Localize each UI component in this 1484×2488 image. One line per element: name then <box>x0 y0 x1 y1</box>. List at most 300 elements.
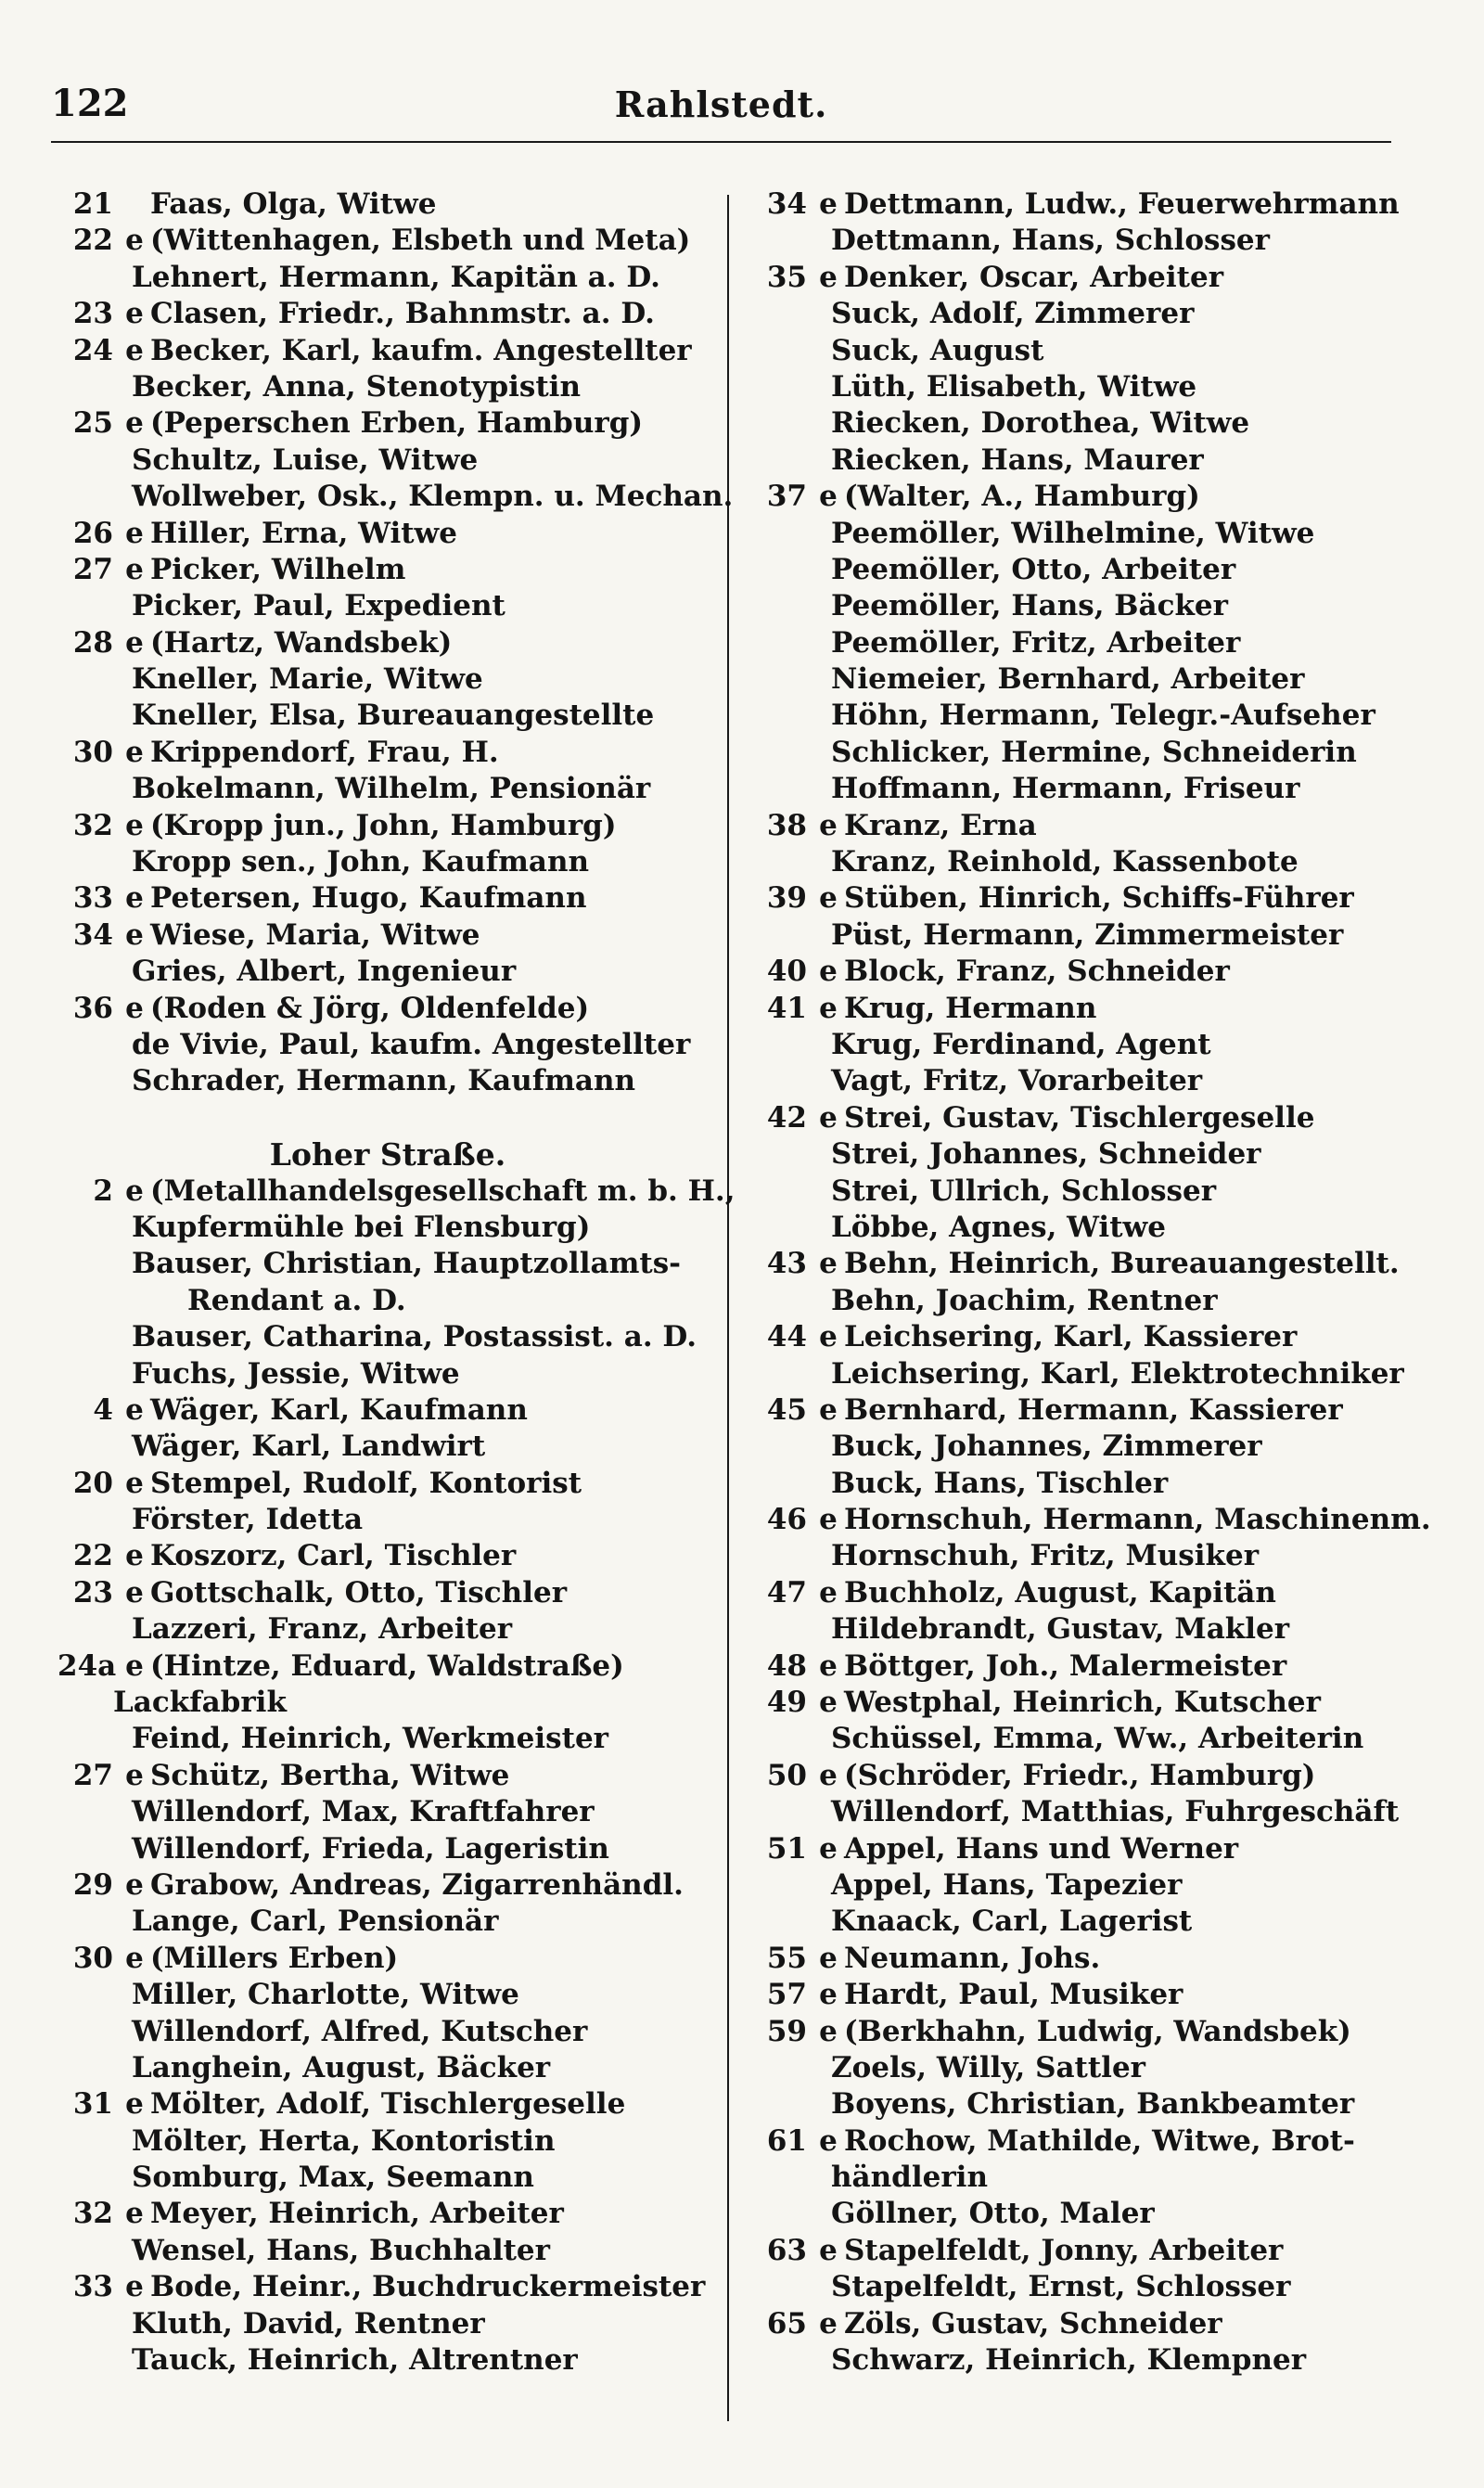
entry-text: Koszorz, Carl, Tischler <box>150 1539 517 1573</box>
house-entry <box>759 1977 1456 2013</box>
entry-text: Wollweber, Osk., Klempn. u. Mechan. <box>132 480 734 514</box>
house-entry <box>759 2306 1456 2342</box>
resident-line <box>759 771 1456 807</box>
entry-text: Wiese, Maria, Witwe <box>150 917 480 952</box>
owner-mark: e <box>125 1539 144 1573</box>
resident-line <box>759 1027 1456 1063</box>
house-entry <box>58 625 718 661</box>
entry-text: Krippendorf, Frau, H. <box>150 735 499 769</box>
house-entry <box>759 1831 1456 1867</box>
page-number: 122 <box>51 82 129 125</box>
owner-mark: e <box>125 917 144 952</box>
entry-text: Stempel, Rudolf, Kontorist <box>150 1466 582 1500</box>
house-number: 47 <box>766 1575 807 1610</box>
owner-mark: e <box>819 480 838 514</box>
owner-mark: e <box>125 297 144 331</box>
entry-text: Bernhard, Hermann, Kassierer <box>844 1392 1343 1427</box>
entry-text: Mölter, Herta, Kontoristin <box>132 2123 556 2158</box>
resident-line <box>58 698 718 734</box>
house-number: 29 <box>72 1867 113 1902</box>
entry-text: Gottschalk, Otto, Tischler <box>150 1575 568 1610</box>
owner-mark: e <box>125 224 144 258</box>
entry-text: Lüth, Elisabeth, Witwe <box>831 369 1197 404</box>
house-entry <box>759 808 1456 844</box>
entry-text: Somburg, Max, Seemann <box>132 2161 534 2195</box>
resident-line <box>58 1794 718 1830</box>
resident-line <box>759 405 1456 442</box>
house-number: 21 <box>72 187 113 221</box>
entry-text: Buchholz, August, Kapitän <box>844 1575 1276 1610</box>
owner-mark: e <box>819 2014 838 2048</box>
house-entry <box>759 186 1456 223</box>
entry-text: Kropp sen., John, Kaufmann <box>132 845 590 879</box>
resident-line <box>759 625 1456 661</box>
resident-line <box>759 2086 1456 2122</box>
entry-text: Krug, Ferdinand, Agent <box>831 1027 1211 1061</box>
resident-line <box>58 1283 718 1319</box>
entry-text: Schultz, Luise, Witwe <box>132 442 479 477</box>
house-number: 30 <box>72 1941 113 1975</box>
house-entry <box>759 1648 1456 1685</box>
resident-line <box>58 2306 718 2342</box>
entry-text: Miller, Charlotte, Witwe <box>132 1978 519 2012</box>
house-number: 65 <box>766 2306 807 2341</box>
resident-line <box>58 1831 718 1867</box>
house-number: 38 <box>766 808 807 842</box>
resident-line <box>759 2342 1456 2379</box>
house-entry <box>58 405 718 442</box>
house-entry <box>58 2269 718 2305</box>
entry-text: Tauck, Heinrich, Altrentner <box>132 2343 578 2378</box>
resident-line <box>58 771 718 807</box>
resident-line <box>759 1063 1456 1099</box>
house-number: 51 <box>766 1831 807 1866</box>
right-column <box>759 186 1456 2379</box>
house-entry <box>58 1758 718 1794</box>
entry-text: Hiller, Erna, Witwe <box>150 516 457 550</box>
house-entry <box>58 333 718 369</box>
entry-text: Niemeier, Bernhard, Arbeiter <box>831 662 1305 697</box>
house-number: 57 <box>766 1978 807 2012</box>
house-number: 34 <box>72 917 113 952</box>
house-entry <box>759 991 1456 1027</box>
house-number: 23 <box>72 1575 113 1610</box>
house-number: 24a <box>58 1648 117 1683</box>
resident-line <box>58 661 718 698</box>
owner-mark: e <box>819 1648 838 1683</box>
house-entry <box>58 186 718 223</box>
entry-text: Clasen, Friedr., Bahnmstr. a. D. <box>150 297 655 331</box>
entry-text: Westphal, Heinrich, Kutscher <box>844 1686 1321 1720</box>
entry-text: Feind, Heinrich, Werkmeister <box>132 1722 608 1756</box>
resident-line <box>58 1063 718 1099</box>
house-number: 27 <box>72 552 113 586</box>
owner-mark: e <box>125 625 144 660</box>
house-entry <box>759 954 1456 990</box>
owner-mark: e <box>125 881 144 916</box>
house-number: 32 <box>72 808 113 842</box>
entry-text: Schütz, Bertha, Witwe <box>150 1758 510 1792</box>
spacer <box>58 1100 718 1136</box>
entry-text: Appel, Hans und Werner <box>844 1831 1239 1866</box>
page-header <box>51 82 1391 143</box>
house-number: 42 <box>766 1100 807 1135</box>
resident-line <box>759 1721 1456 1757</box>
owner-mark: e <box>125 735 144 769</box>
house-entry <box>58 552 718 588</box>
entry-text: Neumann, Johs. <box>844 1941 1101 1975</box>
house-entry <box>58 1538 718 1574</box>
entry-text: Dettmann, Hans, Schlosser <box>831 224 1270 258</box>
owner-mark: e <box>125 1941 144 1975</box>
owner-mark: e <box>125 1392 144 1427</box>
entry-text: Picker, Paul, Expedient <box>132 589 505 623</box>
house-entry <box>759 1319 1456 1355</box>
entry-text: (Hintze, Eduard, Waldstraße) <box>150 1648 624 1683</box>
entry-text: Appel, Hans, Tapezier <box>831 1867 1183 1902</box>
entry-text: Gries, Albert, Ingenieur <box>132 955 517 989</box>
owner-mark: e <box>819 1247 838 1281</box>
entry-text: Kupfermühle bei Flensburg) <box>132 1210 591 1244</box>
entry-text: Böttger, Joh., Malermeister <box>844 1648 1287 1683</box>
house-entry <box>759 2014 1456 2050</box>
entry-text: Kranz, Reinhold, Kassenbote <box>831 845 1298 879</box>
entry-text: Willendorf, Alfred, Kutscher <box>132 2014 588 2048</box>
entry-text: Wensel, Hans, Buchhalter <box>132 2233 550 2267</box>
entry-text: Hornschuh, Hermann, Maschinenm. <box>844 1503 1431 1537</box>
resident-line <box>58 2014 718 2050</box>
entry-text: händlerin <box>831 2161 988 2195</box>
house-entry <box>58 735 718 771</box>
owner-mark: e <box>819 1575 838 1610</box>
owner-mark: e <box>125 552 144 586</box>
resident-line <box>759 661 1456 698</box>
house-entry <box>759 1758 1456 1794</box>
house-number: 24 <box>72 333 113 367</box>
entry-text: Stapelfeldt, Ernst, Schlosser <box>831 2270 1291 2304</box>
house-number: 32 <box>72 2197 113 2231</box>
entry-text: Strei, Johannes, Schneider <box>831 1137 1261 1172</box>
owner-mark: e <box>819 1758 838 1792</box>
house-entry <box>58 1867 718 1904</box>
owner-mark: e <box>819 1320 838 1354</box>
entry-text: Kneller, Elsa, Bureauangestellte <box>132 699 655 733</box>
house-entry <box>58 991 718 1027</box>
entry-text: Bauser, Catharina, Postassist. a. D. <box>132 1320 697 1354</box>
resident-line <box>759 588 1456 624</box>
resident-line <box>759 1466 1456 1502</box>
house-entry <box>759 880 1456 917</box>
entry-text: (Metallhandelsgesellschaft m. b. H., <box>150 1173 736 1208</box>
house-number: 26 <box>72 516 113 550</box>
entry-text: Förster, Idetta <box>132 1503 364 1537</box>
entry-text: Willendorf, Matthias, Fuhrgeschäft <box>831 1795 1400 1829</box>
entry-text: Leichsering, Karl, Kassierer <box>844 1320 1298 1354</box>
house-number: 34 <box>766 187 807 221</box>
entry-text: Kluth, David, Rentner <box>132 2306 485 2341</box>
entry-text: Lazzeri, Franz, Arbeiter <box>132 1612 513 1647</box>
house-entry <box>58 2196 718 2232</box>
entry-text: Behn, Joachim, Rentner <box>831 1283 1218 1317</box>
owner-mark: e <box>125 1867 144 1902</box>
resident-line <box>759 2050 1456 2086</box>
entry-text: Hardt, Paul, Musiker <box>844 1978 1183 2012</box>
resident-line <box>58 954 718 990</box>
house-number: 22 <box>72 1539 113 1573</box>
resident-line <box>58 1685 718 1721</box>
resident-line <box>58 1356 718 1392</box>
owner-mark: e <box>819 1978 838 2012</box>
left-column <box>58 186 736 2379</box>
resident-line <box>58 2123 718 2160</box>
entry-text: Faas, Olga, Witwe <box>150 187 437 221</box>
resident-line <box>58 2050 718 2086</box>
page-title: Rahlstedt. <box>614 83 828 125</box>
entry-text: Peemöller, Wilhelmine, Witwe <box>831 516 1315 550</box>
resident-line <box>759 1867 1456 1904</box>
entry-text: Hoffmann, Hermann, Friseur <box>831 772 1300 806</box>
entry-text: Bauser, Christian, Hauptzollamts- <box>132 1247 682 1281</box>
entry-text: Lange, Carl, Pensionär <box>132 1904 499 1939</box>
entry-text: Göllner, Otto, Maler <box>831 2197 1155 2231</box>
owner-mark: e <box>125 1466 144 1500</box>
resident-line <box>759 735 1456 771</box>
entry-text: Becker, Anna, Stenotypistin <box>132 369 581 404</box>
house-entry <box>759 1685 1456 1721</box>
owner-mark: e <box>819 1941 838 1975</box>
resident-line <box>58 2160 718 2196</box>
resident-line <box>759 516 1456 552</box>
house-entry <box>759 1392 1456 1429</box>
house-number: 31 <box>72 2087 113 2122</box>
resident-line <box>759 442 1456 479</box>
entry-text: Lehnert, Hermann, Kapitän a. D. <box>132 260 660 294</box>
entry-text: Zöls, Gustav, Schneider <box>844 2306 1222 2341</box>
house-number: 45 <box>766 1392 807 1427</box>
owner-mark: e <box>819 187 838 221</box>
entry-text: Boyens, Christian, Bankbeamter <box>831 2087 1355 2122</box>
resident-line <box>759 296 1456 332</box>
resident-line <box>759 1136 1456 1173</box>
entry-text: Rendant a. D. <box>187 1283 406 1317</box>
house-entry <box>58 880 718 917</box>
entry-text: Riecken, Hans, Maurer <box>831 442 1204 477</box>
entry-text: Knaack, Carl, Lagerist <box>831 1904 1193 1939</box>
entry-text: Höhn, Hermann, Telegr.-Aufseher <box>831 699 1375 733</box>
entry-text: Dettmann, Ludw., Feuerwehrmann <box>844 187 1400 221</box>
house-number: 28 <box>72 625 113 660</box>
owner-mark: e <box>819 808 838 842</box>
entry-text: Löbbe, Agnes, Witwe <box>831 1210 1166 1244</box>
owner-mark: e <box>125 1758 144 1792</box>
house-number: 30 <box>72 735 113 769</box>
entry-text: Wäger, Karl, Kaufmann <box>150 1392 528 1427</box>
house-entry <box>58 516 718 552</box>
resident-line <box>58 1721 718 1757</box>
resident-line <box>58 1611 718 1648</box>
entry-text: Riecken, Dorothea, Witwe <box>831 406 1250 441</box>
house-number: 50 <box>766 1758 807 1792</box>
house-number: 46 <box>766 1503 807 1537</box>
house-number: 39 <box>766 881 807 916</box>
house-entry <box>759 1941 1456 1977</box>
resident-line <box>759 844 1456 880</box>
owner-mark: e <box>819 1686 838 1720</box>
house-entry <box>759 2123 1456 2160</box>
house-entry <box>58 296 718 332</box>
house-entry <box>759 1100 1456 1136</box>
house-number: 33 <box>72 881 113 916</box>
house-number: 25 <box>72 406 113 441</box>
entry-text: Püst, Hermann, Zimmermeister <box>831 917 1344 952</box>
house-entry <box>58 917 718 954</box>
owner-mark: e <box>125 2087 144 2122</box>
resident-line <box>58 1319 718 1355</box>
owner-mark: e <box>819 1100 838 1135</box>
resident-line <box>58 588 718 624</box>
house-entry <box>58 1648 718 1685</box>
house-number: 27 <box>72 1758 113 1792</box>
entry-text: (Wittenhagen, Elsbeth und Meta) <box>150 224 691 258</box>
house-number: 4 <box>93 1392 113 1427</box>
resident-line <box>759 1611 1456 1648</box>
entry-text: Schwarz, Heinrich, Klempner <box>831 2343 1307 2378</box>
resident-line <box>759 2196 1456 2232</box>
resident-line <box>58 260 718 296</box>
entry-text: Schrader, Hermann, Kaufmann <box>132 1064 636 1098</box>
house-number: 36 <box>72 991 113 1025</box>
entry-text: (Millers Erben) <box>150 1941 399 1975</box>
owner-mark: e <box>125 1575 144 1610</box>
entry-text: Picker, Wilhelm <box>150 552 406 586</box>
house-number: 40 <box>766 955 807 989</box>
entry-text: Wäger, Karl, Landwirt <box>132 1430 486 1464</box>
resident-line <box>759 1173 1456 1210</box>
entry-text: Grabow, Andreas, Zigarrenhändl. <box>150 1867 684 1902</box>
house-entry <box>58 2086 718 2122</box>
resident-line <box>759 223 1456 259</box>
entry-text: Schlicker, Hermine, Schneiderin <box>831 735 1357 769</box>
owner-mark: e <box>819 260 838 294</box>
entry-text: (Peperschen Erben, Hamburg) <box>150 406 644 441</box>
resident-line <box>58 1246 718 1282</box>
house-entry <box>58 1941 718 1977</box>
resident-line <box>58 1027 718 1063</box>
entry-text: Petersen, Hugo, Kaufmann <box>150 881 587 916</box>
entry-text: Peemöller, Otto, Arbeiter <box>831 552 1236 586</box>
street-heading: Loher Straße. <box>269 1136 506 1173</box>
entry-text: Vagt, Fritz, Vorarbeiter <box>831 1064 1203 1098</box>
resident-line <box>759 2269 1456 2305</box>
house-number: 2 <box>93 1173 113 1208</box>
resident-line <box>58 2233 718 2269</box>
entry-text: Suck, Adolf, Zimmerer <box>831 297 1195 331</box>
house-entry <box>58 223 718 259</box>
resident-line <box>759 698 1456 734</box>
house-number: 37 <box>766 480 807 514</box>
entry-text: Denker, Oscar, Arbeiter <box>844 260 1224 294</box>
house-entry <box>759 260 1456 296</box>
house-number: 23 <box>72 297 113 331</box>
house-number: 35 <box>766 260 807 294</box>
owner-mark: e <box>819 955 838 989</box>
resident-line <box>58 1977 718 2013</box>
entry-text: Suck, August <box>831 333 1044 367</box>
entry-text: Meyer, Heinrich, Arbeiter <box>150 2197 564 2231</box>
entry-text: (Hartz, Wandsbek) <box>150 625 453 660</box>
resident-line <box>58 2342 718 2379</box>
owner-mark: e <box>125 1173 144 1208</box>
house-number: 61 <box>766 2123 807 2158</box>
entry-text: Buck, Hans, Tischler <box>831 1466 1169 1500</box>
entry-text: Becker, Karl, kaufm. Angestellter <box>150 333 692 367</box>
entry-text: Buck, Johannes, Zimmerer <box>831 1430 1262 1464</box>
entry-text: Behn, Heinrich, Bureauangestellt. <box>844 1247 1400 1281</box>
house-number: 63 <box>766 2233 807 2267</box>
house-number: 49 <box>766 1686 807 1720</box>
entry-text: Rochow, Mathilde, Witwe, Brot- <box>844 2123 1355 2158</box>
entry-text: Krug, Hermann <box>844 991 1097 1025</box>
entry-text: Stüben, Hinrich, Schiffs-Führer <box>844 881 1354 916</box>
house-number: 33 <box>72 2270 113 2304</box>
owner-mark: e <box>819 2233 838 2267</box>
owner-mark: e <box>125 516 144 550</box>
resident-line <box>759 2160 1456 2196</box>
resident-line <box>58 479 734 515</box>
owner-mark: e <box>819 1503 838 1537</box>
entry-text: Bode, Heinr., Buchdruckermeister <box>150 2270 706 2304</box>
house-number: 22 <box>72 224 113 258</box>
entry-text: Strei, Gustav, Tischlergeselle <box>844 1100 1315 1135</box>
resident-line <box>759 333 1456 369</box>
entry-text: Lackfabrik <box>113 1686 287 1720</box>
owner-mark: e <box>125 2270 144 2304</box>
resident-line <box>58 1429 718 1465</box>
entry-text: Zoels, Willy, Sattler <box>831 2050 1146 2084</box>
entry-text: Hildebrandt, Gustav, Makler <box>831 1612 1290 1647</box>
house-entry <box>58 1392 718 1429</box>
owner-mark: e <box>819 881 838 916</box>
entry-text: (Kropp jun., John, Hamburg) <box>150 808 617 842</box>
owner-mark: e <box>819 1392 838 1427</box>
house-number: 59 <box>766 2014 807 2048</box>
house-number: 44 <box>766 1320 807 1354</box>
house-entry <box>759 1575 1456 1611</box>
owner-mark: e <box>125 333 144 367</box>
house-entry <box>759 479 1456 515</box>
house-entry <box>759 1246 1456 1282</box>
owner-mark: e <box>819 2306 838 2341</box>
house-entry <box>58 1466 718 1502</box>
resident-line <box>58 369 718 405</box>
owner-mark: e <box>819 2123 838 2158</box>
owner-mark: e <box>125 991 144 1025</box>
entry-text: (Schröder, Friedr., Hamburg) <box>844 1758 1316 1792</box>
entry-text: Willendorf, Frieda, Lageristin <box>132 1831 609 1866</box>
entry-text: Leichsering, Karl, Elektrotechniker <box>831 1356 1404 1391</box>
entry-text: Willendorf, Max, Kraftfahrer <box>132 1795 595 1829</box>
entry-text: Langhein, August, Bäcker <box>132 2050 551 2084</box>
owner-mark: e <box>125 808 144 842</box>
house-entry <box>58 1173 736 1210</box>
entry-text: Schüssel, Emma, Ww., Arbeiterin <box>831 1722 1364 1756</box>
house-number: 43 <box>766 1247 807 1281</box>
house-entry <box>58 808 718 844</box>
resident-line <box>58 844 718 880</box>
resident-line <box>759 1283 1456 1319</box>
owner-mark: e <box>819 991 838 1025</box>
entry-text: (Walter, A., Hamburg) <box>844 480 1200 514</box>
